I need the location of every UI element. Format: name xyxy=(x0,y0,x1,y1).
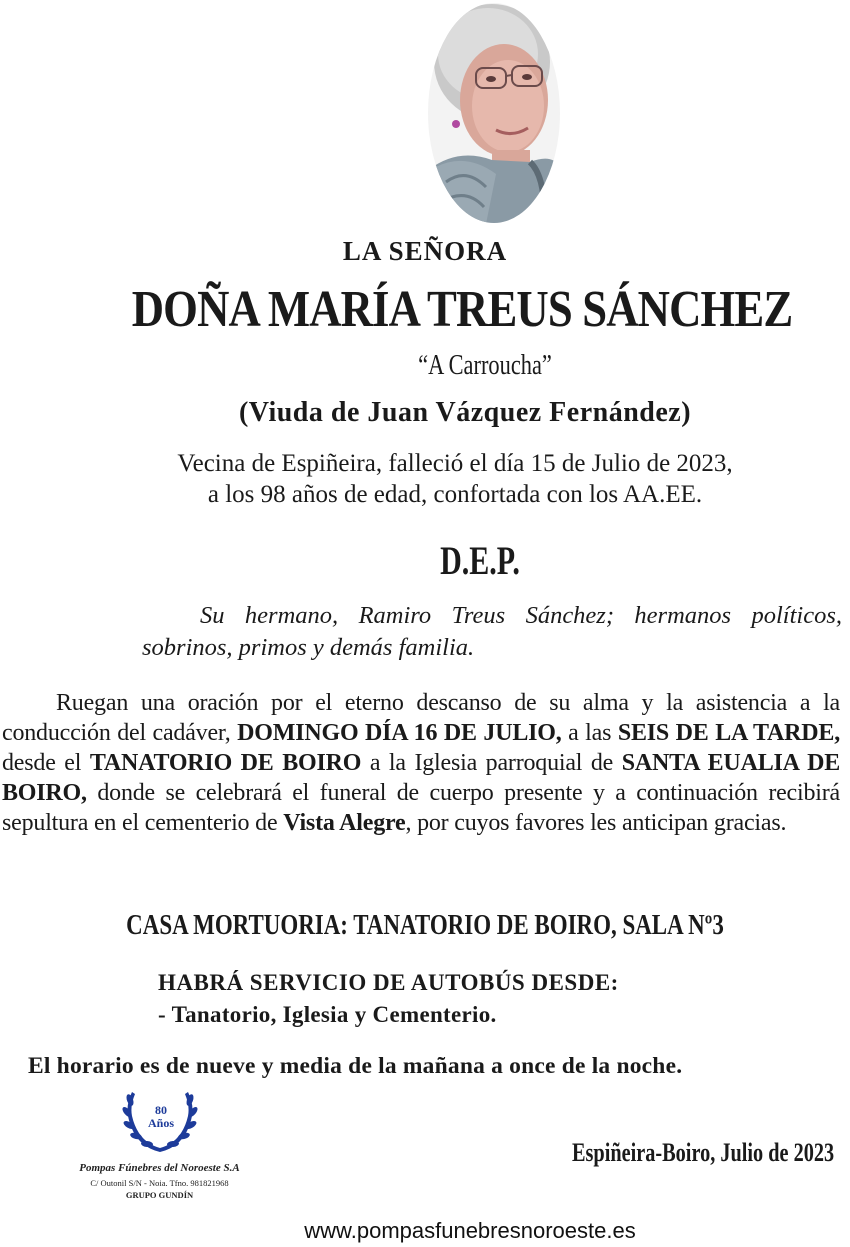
family-text: hermano, Ramiro Treus Sánchez; hermanos políticos, sobrinos, primos y demás familia. xyxy=(142,602,842,661)
company-name: Pompas Fúnebres del Noroeste S.A xyxy=(79,1162,240,1174)
badge-number: 80 xyxy=(155,1103,167,1117)
family-lead: Su xyxy=(200,602,225,629)
website-url: www.pompasfunebresnoroeste.es xyxy=(304,1218,636,1243)
anniversary-badge xyxy=(146,1104,176,1130)
rip-abbreviation: D.E.P. xyxy=(440,538,520,583)
notice-cemetery: Vista Alegre xyxy=(283,810,406,836)
notice-text-2: a las xyxy=(561,720,618,746)
portrait-photo xyxy=(426,2,562,224)
intro-title: LA SEÑORA xyxy=(342,236,508,266)
notice-origin: TANATORIO DE BOIRO xyxy=(89,750,362,776)
family-paragraph xyxy=(142,600,842,664)
badge-word: Años xyxy=(147,1116,174,1130)
notice-text-5: donde se celebrará el funeral de cuerpo presente y a continuación recibirá sepultura en el cementerio de xyxy=(2,780,840,836)
portrait-photo-icon xyxy=(426,2,562,224)
company-logo xyxy=(52,1086,267,1206)
widow-line: (Viuda de Juan Vázquez Fernández) xyxy=(238,397,692,428)
notice-time: SEIS DE LA TARDE, xyxy=(617,720,840,746)
notice-text-3: desde el xyxy=(2,750,90,776)
death-line-2: a los 98 años de edad, confortada con los AA.EE. xyxy=(207,481,703,508)
notice-church: SANTA EUALIA DE BOIRO, xyxy=(2,750,841,806)
bus-service-title: HABRÁ SERVICIO DE AUTOBÚS DESDE: xyxy=(158,970,619,995)
notice-text-4: a la Iglesia parroquial de xyxy=(361,750,622,776)
place-date-signature: Espiñeira-Boiro, Julio de 2023 xyxy=(572,1138,835,1167)
bus-service-stops: - Tanatorio, Iglesia y Cementerio. xyxy=(158,1002,497,1027)
company-address: C/ Outonil S/N - Noia. Tfno. 981821968 xyxy=(90,1178,229,1188)
notice-text-1: Ruegan una oración por el eterno descanso de su alma y la asistencia a la conducción del cadáver, xyxy=(2,690,840,746)
mortuary-house: CASA MORTUORIA: TANATORIO DE BOIRO, SALA Nº3 xyxy=(126,910,724,941)
notice-date: DOMINGO DÍA 16 DE JULIO, xyxy=(237,720,562,746)
notice-text-6: , por cuyos favores les anticipan gracias. xyxy=(405,810,787,836)
deceased-name: DOÑA MARÍA TREUS SÁNCHEZ xyxy=(131,281,793,338)
nickname: “A Carroucha” xyxy=(418,350,552,381)
funeral-notice-paragraph xyxy=(2,688,840,838)
death-line-1: Vecina de Espiñeira, falleció el día 15 de Julio de 2023, xyxy=(177,450,733,477)
opening-hours: El horario es de nueve y media de la mañana a once de la noche. xyxy=(28,1053,683,1079)
death-details xyxy=(60,448,850,510)
company-group: GRUPO GUNDÍN xyxy=(125,1190,194,1200)
